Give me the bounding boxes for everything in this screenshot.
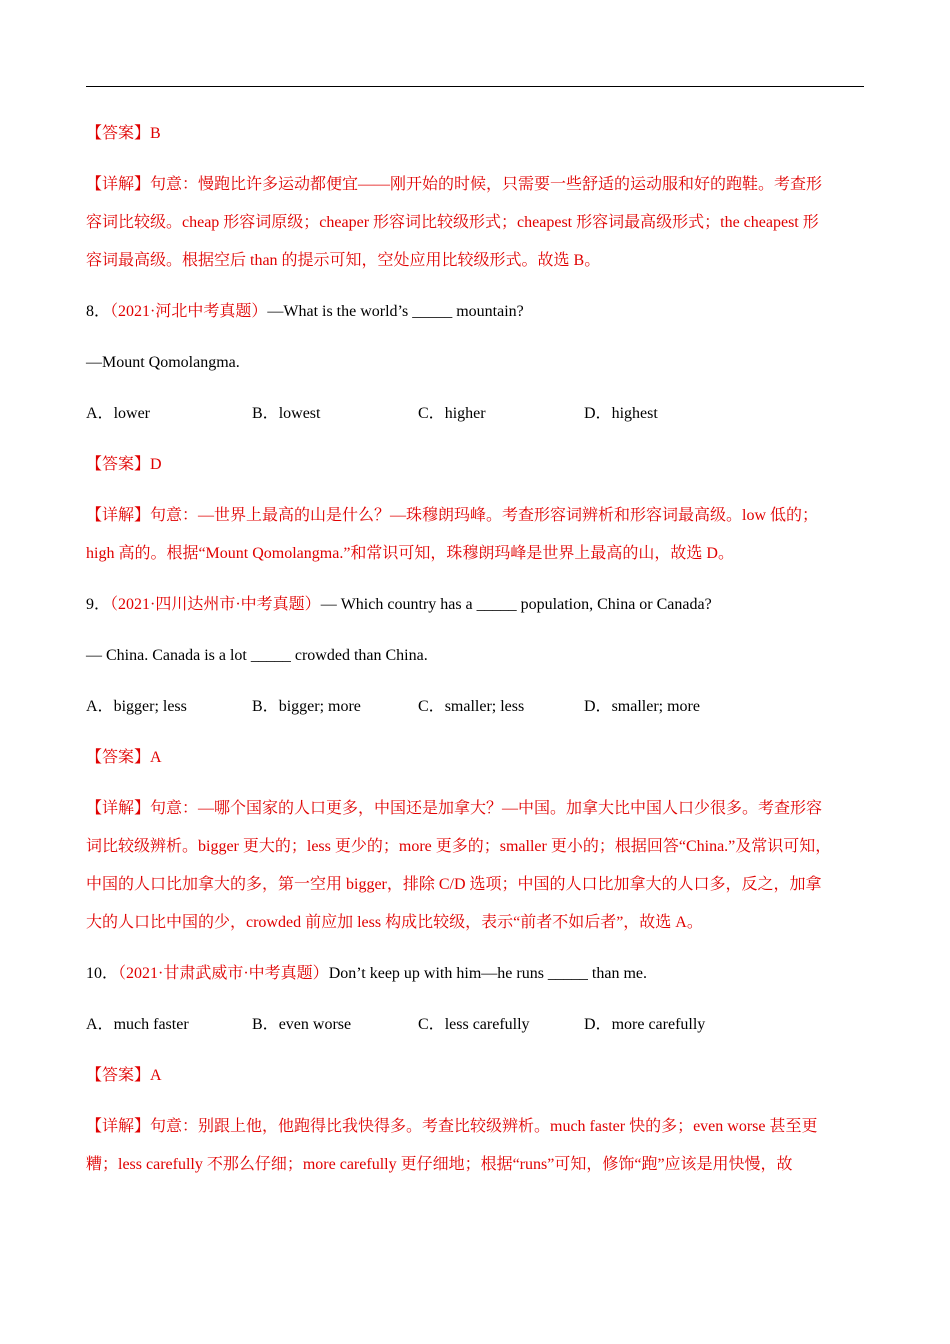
detail-line: high 高的。根据“Mount Qomolangma.”和常识可知，珠穆朗玛峰是世界上最高的山，故选 D。 xyxy=(86,545,734,562)
question-8-stem xyxy=(86,293,864,331)
option-letter: A． xyxy=(86,405,114,422)
option-letter: B． xyxy=(252,405,279,422)
answer-label: 【答案】A xyxy=(86,1067,162,1084)
detail-line: 容词最高级。根据空后 than 的提示可知，空处应用比较级形式。故选 B。 xyxy=(86,252,601,269)
option-text: lower xyxy=(113,405,150,422)
option-letter: D． xyxy=(584,1016,612,1033)
detail-line: 词比较级辨析。bigger 更大的；less 更少的；more 更多的；smaller 更小的；根据回答“China.”及常识可知， xyxy=(86,838,832,855)
question-10-options xyxy=(86,1006,864,1044)
option-b xyxy=(252,1006,418,1044)
option-a xyxy=(86,1006,252,1044)
detail-block xyxy=(86,790,864,942)
option-text: bigger; less xyxy=(113,698,187,715)
answer-label: 【答案】D xyxy=(86,456,162,473)
option-text: more carefully xyxy=(611,1016,706,1033)
option-letter: A． xyxy=(86,1016,114,1033)
detail-line: 【详解】句意：—哪个国家的人口更多，中国还是加拿大？—中国。加拿大比中国人口少很多。考查形容 xyxy=(86,800,823,817)
header-rule xyxy=(86,86,864,87)
question-10-stem xyxy=(86,955,864,993)
question-9-stem xyxy=(86,586,864,624)
option-c xyxy=(418,688,584,726)
detail-block xyxy=(86,1108,864,1184)
option-a xyxy=(86,395,252,433)
question-source: （2021·四川达州市·中考真题） xyxy=(110,596,321,613)
option-text: smaller; less xyxy=(444,698,525,715)
detail-line: 【详解】句意：—世界上最高的山是什么？—珠穆朗玛峰。考查形容词辨析和形容词最高级。low 低的； xyxy=(86,507,819,524)
answer-label: 【答案】B xyxy=(86,125,161,142)
option-d xyxy=(584,1006,750,1044)
option-letter: A． xyxy=(86,698,114,715)
option-text: smaller; more xyxy=(611,698,700,715)
detail-block xyxy=(86,166,864,280)
option-text: even worse xyxy=(278,1016,352,1033)
option-a xyxy=(86,688,252,726)
option-b xyxy=(252,395,418,433)
detail-line: 【详解】句意：别跟上他，他跑得比我快得多。考查比较级辨析。much faster 快的多；even worse 甚至更 xyxy=(86,1118,818,1135)
detail-line: 容词比较级。cheap 形容词原级；cheaper 形容词比较级形式；cheapest 形容词最高级形式；the cheapest 形 xyxy=(86,214,819,231)
option-text: highest xyxy=(611,405,658,422)
option-c xyxy=(418,1006,584,1044)
option-d xyxy=(584,395,750,433)
question-source: （2021·甘肃武威市·中考真题） xyxy=(118,965,329,982)
option-text: less carefully xyxy=(444,1016,530,1033)
option-letter: C． xyxy=(418,405,445,422)
question-8-response: —Mount Qomolangma. xyxy=(86,354,240,371)
option-c xyxy=(418,395,584,433)
page-content xyxy=(86,115,864,1184)
question-source: （2021·河北中考真题） xyxy=(110,303,268,320)
detail-line: 糟；less carefully 不那么仔细；more carefully 更仔细地；根据“runs”可知，修饰“跑”应该是用快慢，故 xyxy=(86,1156,793,1173)
question-text: — Which country has a _____ population, China or Canada? xyxy=(320,596,712,613)
option-text: much faster xyxy=(113,1016,189,1033)
question-text: Don’t keep up with him—he runs _____ than me. xyxy=(328,965,648,982)
detail-block xyxy=(86,497,864,573)
question-9-options xyxy=(86,688,864,726)
detail-line: 中国的人口比加拿大的多，第一空用 bigger，排除 C/D 选项；中国的人口比加拿大的人口多，反之，加拿 xyxy=(86,876,822,893)
question-8-options xyxy=(86,395,864,433)
option-letter: C． xyxy=(418,698,445,715)
question-text: —What is the world’s _____ mountain? xyxy=(267,303,524,320)
detail-line: 大的人口比中国的少，crowded 前应加 less 构成比较级，表示“前者不如后者”，故选 A。 xyxy=(86,914,703,931)
option-b xyxy=(252,688,418,726)
question-number: 8． xyxy=(86,303,111,320)
option-d xyxy=(584,688,750,726)
option-letter: B． xyxy=(252,1016,279,1033)
detail-line: 【详解】句意：慢跑比许多运动都便宜——刚开始的时候，只需要一些舒适的运动服和好的跑鞋。考查形 xyxy=(86,176,823,193)
option-text: bigger; more xyxy=(278,698,361,715)
option-text: lowest xyxy=(278,405,321,422)
option-letter: D． xyxy=(584,698,612,715)
question-number: 10． xyxy=(86,965,119,982)
option-letter: C． xyxy=(418,1016,445,1033)
option-letter: D． xyxy=(584,405,612,422)
option-letter: B． xyxy=(252,698,279,715)
question-number: 9． xyxy=(86,596,111,613)
question-9-response: — China. Canada is a lot _____ crowded than China. xyxy=(86,647,428,664)
option-text: higher xyxy=(444,405,486,422)
answer-label: 【答案】A xyxy=(86,749,162,766)
